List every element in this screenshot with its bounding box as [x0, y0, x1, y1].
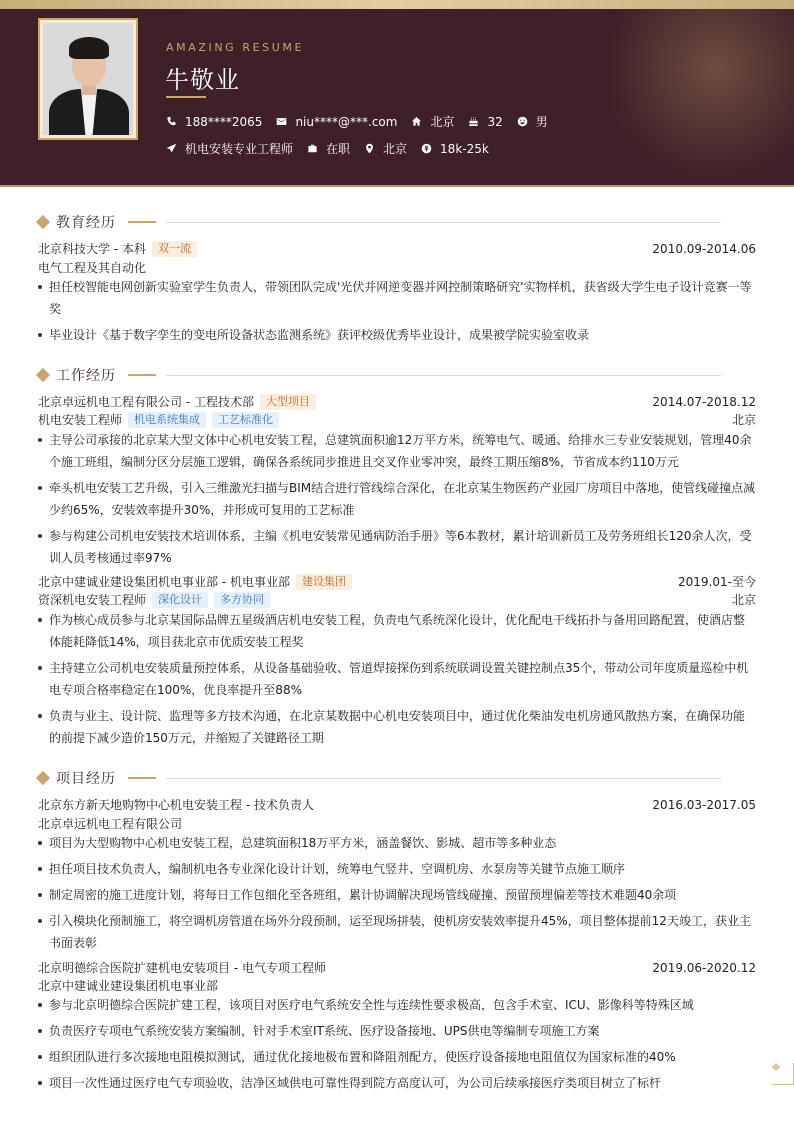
- project-header-row: [38, 959, 756, 976]
- work-role-row: [38, 411, 756, 428]
- phone-text: 188****2065: [185, 114, 263, 129]
- list-item: 主导公司承接的北京某大型文体中心机电安装工程，总建筑面积逾12万平方米，统筹电气、暖通、给排水三专业安装规划，管理40余个施工班组，编制分区分层施工逻辑，确保各系统同步推进且交叉作业零冲突，最终工期压缩8%，节省成本约110万元: [38, 429, 756, 473]
- email-text: niu****@***.com: [295, 114, 398, 129]
- education-section-title: [36, 212, 721, 232]
- job-intent-row: [166, 140, 503, 157]
- project-name: 北京明德综合医院扩建机电安装项目 - 电气专项工程师: [38, 961, 326, 975]
- company-tag: 建设集团: [296, 574, 352, 590]
- role-tag: 机电系统集成: [128, 412, 206, 428]
- company-name: 北京中建诚业建设集团机电事业部 - 机电事业部: [38, 575, 290, 589]
- briefcase-icon: [307, 143, 318, 154]
- job-target-info: [166, 140, 293, 157]
- section-label: 工作经历: [56, 368, 116, 384]
- email-info: [276, 115, 397, 129]
- top-accent-bar: [0, 0, 794, 9]
- work-date: 2019.01-至今: [678, 575, 756, 589]
- list-item: 引入模块化预制施工，将空调机房管道在场外分段预制，运至现场拼装，使机房安装效率提升45%，项目整体提前12天竣工，获业主书面表彰: [38, 910, 756, 954]
- diamond-icon: [36, 368, 50, 382]
- list-item: 参与北京明德综合医院扩建工程，该项目对医疗电气系统安全性与连续性要求极高，包含手术室、ICU、影像科等特殊区域: [38, 994, 756, 1016]
- city-text: 北京: [383, 142, 408, 156]
- project-date: 2019.06-2020.12: [652, 960, 756, 975]
- profile-photo: [38, 18, 138, 140]
- role-name: 资深机电安装工程师: [38, 593, 147, 607]
- salary-text: 18k-25k: [440, 141, 489, 156]
- project-date: 2016.03-2017.05: [652, 797, 756, 812]
- smiley-icon: [517, 116, 528, 127]
- brand-label: AMAZING RESUME: [166, 41, 305, 54]
- list-item: 组织团队进行多次接地电阻模拟测试，通过优化接地极布置和降阻剂配方，使医疗设备接地电阻值仅为国家标准的40%: [38, 1046, 756, 1068]
- list-item: 牵头机电安装工艺升级，引入三维激光扫描与BIM结合进行管线综合深化，在北京某生物医药产业园厂房项目中落地，使管线碰撞点减少约65%，安装效率提升30%，并形成可复用的工艺标准: [38, 477, 756, 521]
- role-tag: 工艺标准化: [212, 412, 279, 428]
- major-name: 电气工程及其自动化: [38, 261, 147, 275]
- role-name: 机电安装工程师: [38, 413, 123, 427]
- phone-icon: [166, 116, 177, 127]
- project-header-row: [38, 796, 756, 813]
- send-icon: [166, 143, 177, 154]
- education-header-row: [38, 240, 756, 257]
- education-date: 2010.09-2014.06: [652, 241, 756, 256]
- project-org: 北京卓远机电工程有限公司: [38, 817, 183, 831]
- diamond-icon: [36, 771, 50, 785]
- role-tag: 深化设计: [152, 592, 208, 608]
- name-underline: [166, 96, 206, 98]
- list-item: 负责医疗专项电气系统安装方案编制，针对手术室IT系统、医疗设备接地、UPS供电等编制专项施工方案: [38, 1020, 756, 1042]
- gender-info: [517, 113, 548, 130]
- list-item: 毕业设计《基于数字孪生的变电所设备状态监测系统》获评校级优秀毕业设计，成果被学院实验室收录: [38, 324, 756, 346]
- list-item: 作为核心成员参与北京某国际品牌五星级酒店机电安装工程，负责电气系统深化设计，优化配电干线拓扑与备用回路配置，使酒店整体能耗降低14%，项目获北京市优质安装工程奖: [38, 609, 756, 653]
- home-text: 北京: [430, 115, 455, 129]
- header-divider: [0, 185, 794, 187]
- project-name: 北京东方新天地购物中心机电安装工程 - 技术负责人: [38, 798, 314, 812]
- home-icon: [411, 116, 422, 127]
- gender-text: 男: [535, 115, 548, 129]
- work-header-row: [38, 573, 756, 590]
- list-item: 担任校智能电网创新实验室学生负责人，带领团队完成'光伏并网逆变器并网控制策略研究'实物样机，获省级大学生电子设计竞赛一等奖: [38, 276, 756, 320]
- candidate-name: 牛敬业: [165, 66, 240, 94]
- status-info: [307, 140, 350, 157]
- mail-icon: [276, 116, 287, 127]
- diamond-icon: [36, 215, 50, 229]
- work-date: 2014.07-2018.12: [652, 394, 756, 409]
- status-text: 在职: [326, 142, 351, 156]
- home-info: [411, 113, 454, 130]
- list-item: 制定周密的施工进度计划，将每日工作包细化至各班组，累计协调解决现场管线碰撞、预留预埋偏差等技术难题40余项: [38, 884, 756, 906]
- salary-info: [421, 142, 489, 156]
- age-info: [468, 115, 502, 129]
- section-label: 项目经历: [56, 771, 116, 787]
- coin-icon: [421, 143, 432, 154]
- work-section-title: [36, 365, 721, 385]
- location-pin-icon: [364, 143, 375, 154]
- company-name: 北京卓远机电工程有限公司 - 工程技术部: [38, 395, 254, 409]
- cake-icon: [468, 116, 479, 127]
- contact-row: [166, 113, 562, 130]
- school-name: 北京科技大学 - 本科: [38, 242, 146, 256]
- avatar: [43, 23, 133, 135]
- list-item: 主持建立公司机电安装质量预控体系，从设备基础验收、管道焊接探伤到系统联调设置关键控制点35个，带动公司年度质量巡检中机电专项合格率稳定在100%，优良率提升至88%: [38, 657, 756, 701]
- company-tag: 大型项目: [260, 394, 316, 410]
- age-text: 32: [487, 114, 503, 129]
- section-label: 教育经历: [56, 215, 116, 231]
- role-tag: 多方协同: [214, 592, 270, 608]
- list-item: 参与构建公司机电安装技术培训体系，主编《机电安装常见通病防治手册》等6本教材，累计培训新员工及劳务班组长120余人次，受训人员考核通过率97%: [38, 525, 756, 569]
- phone-info: [166, 115, 262, 129]
- work-location: 北京: [731, 593, 756, 607]
- project-org: 北京中建诚业建设集团机电事业部: [38, 979, 219, 993]
- project-section-title: [36, 768, 721, 788]
- city-info: [364, 140, 407, 157]
- list-item: 项目为大型购物中心机电安装工程，总建筑面积18万平方米，涵盖餐饮、影城、超市等多种业态: [38, 832, 756, 854]
- school-tag: 双一流: [152, 241, 197, 257]
- work-header-row: [38, 393, 756, 410]
- list-item: 担任项目技术负责人，编制机电各专业深化设计计划，统筹电气竖井、空调机房、水泵房等关键节点施工顺序: [38, 858, 756, 880]
- list-item: 项目一次性通过医疗电气专项验收，洁净区域供电可靠性得到院方高度认可，为公司后续承接医疗类项目树立了标杆: [38, 1072, 756, 1094]
- work-role-row: [38, 591, 756, 608]
- list-item: 负责与业主、设计院、监理等多方技术沟通，在北京某数据中心机电安装项目中，通过优化柴油发电机房通风散热方案，在确保功能的前提下减少造价150万元，并缩短了关键路径工期: [38, 705, 756, 749]
- job-target-text: 机电安装专业工程师: [185, 142, 294, 156]
- work-location: 北京: [731, 413, 756, 427]
